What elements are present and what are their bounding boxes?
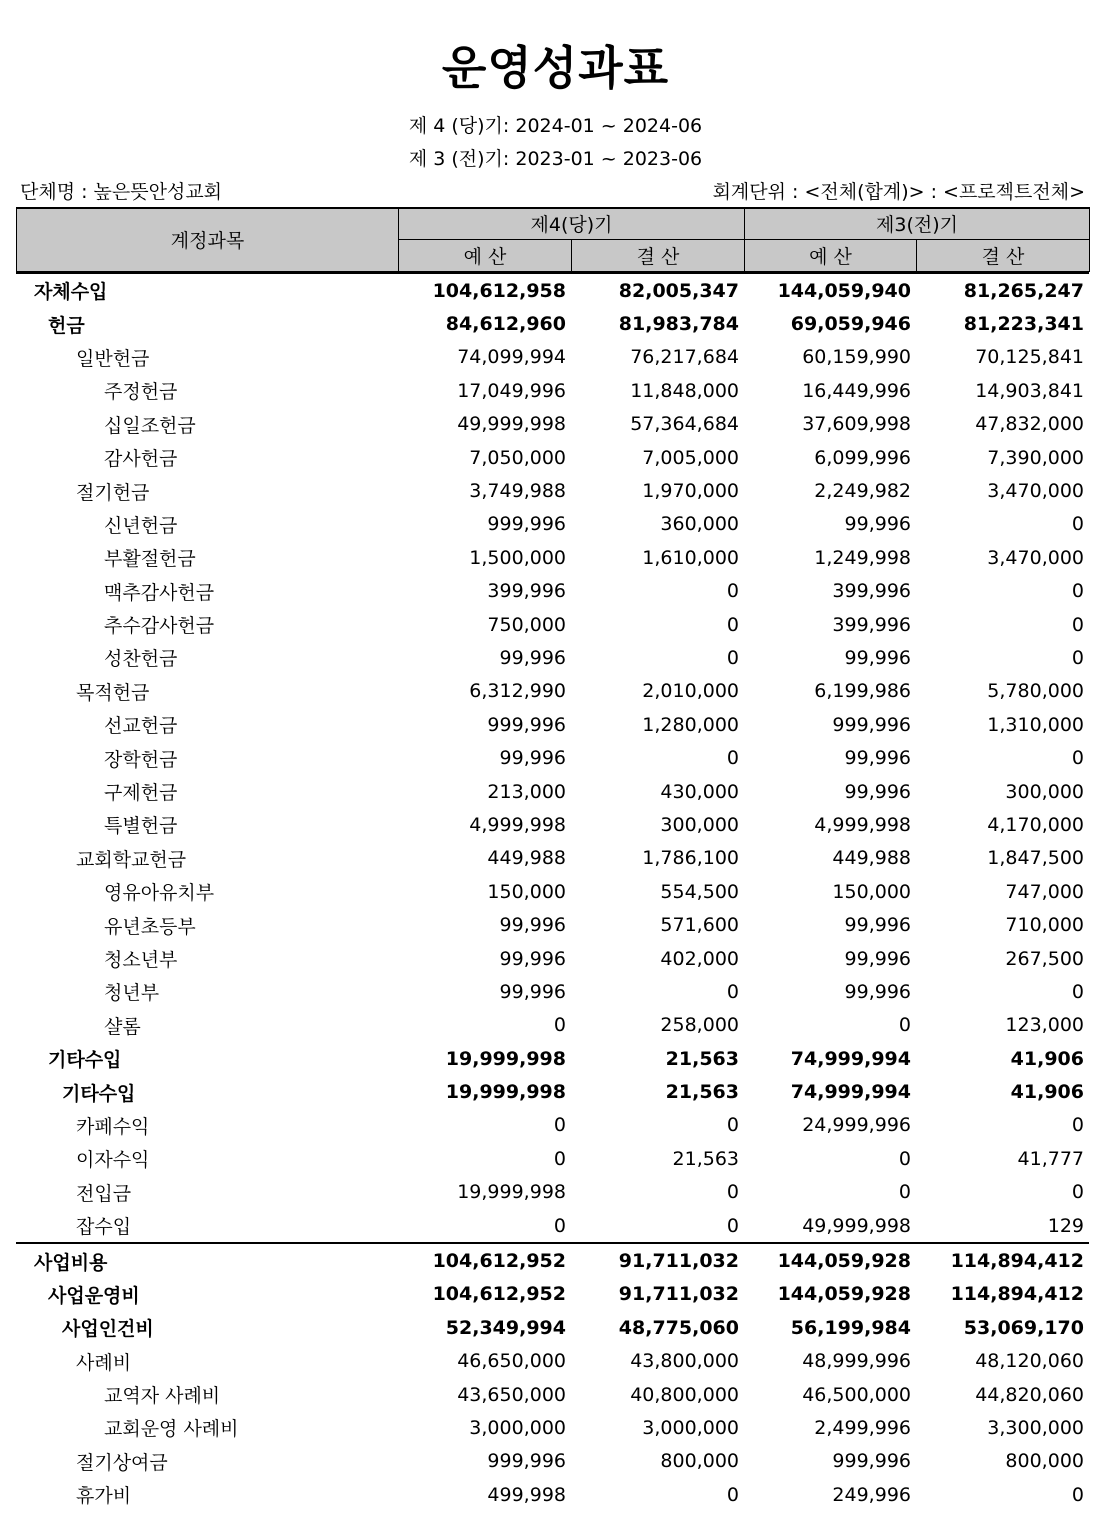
previous-budget-value: 249,996 xyxy=(832,1483,911,1506)
account-name: 이자수익 xyxy=(76,1149,150,1172)
previous-budget-value: 74,999,994 xyxy=(790,1081,911,1104)
current-settlement-value: 81,983,784 xyxy=(618,313,739,336)
current-budget-value: 19,999,998 xyxy=(445,1081,566,1104)
current-budget-value: 6,312,990 xyxy=(469,680,566,703)
current-settlement-value: 0 xyxy=(726,1181,739,1204)
current-budget-value: 3,000,000 xyxy=(469,1416,566,1439)
current-budget-value: 99,996 xyxy=(499,980,566,1003)
previous-budget-value: 46,500,000 xyxy=(802,1383,911,1406)
current-budget-value: 43,650,000 xyxy=(457,1383,566,1406)
page-title: 운영성과표 xyxy=(441,41,670,95)
table-row xyxy=(16,1009,1089,1042)
table-row xyxy=(16,775,1089,808)
account-name: 선교헌금 xyxy=(104,715,178,738)
account-name: 교회운영 사례비 xyxy=(104,1418,239,1441)
previous-budget-value: 99,996 xyxy=(844,914,911,937)
table-row xyxy=(16,942,1089,975)
current-budget-value: 104,612,952 xyxy=(432,1283,566,1306)
previous-settlement-value: 0 xyxy=(1071,613,1084,636)
account-name: 사업비용 xyxy=(16,1243,398,1277)
previous-budget-value: 144,059,928 xyxy=(777,1283,911,1306)
previous-budget-value: 449,988 xyxy=(832,847,911,870)
previous-budget-value: 99,996 xyxy=(844,513,911,536)
current-budget-value: 3,749,988 xyxy=(469,480,566,503)
previous-settlement-value: 1,847,500 xyxy=(987,847,1084,870)
account-name: 자체수입 xyxy=(34,281,108,304)
header-current-period: 제4(당)기 xyxy=(399,208,745,240)
previous-settlement-value: 123,000 xyxy=(1005,1014,1084,1037)
account-name: 청소년부 xyxy=(104,949,178,971)
table-row xyxy=(16,408,1089,441)
account-table xyxy=(16,274,1089,1511)
previous-settlement-value: 0 xyxy=(1071,513,1084,536)
current-budget-value: 150,000 xyxy=(487,880,566,903)
current-settlement-value: 0 xyxy=(726,980,739,1003)
previous-settlement-value: 0 xyxy=(1071,646,1084,669)
table-row xyxy=(16,1176,1089,1209)
previous-settlement-value: 0 xyxy=(1071,980,1084,1003)
account-name: 성찬헌금 xyxy=(104,648,178,671)
previous-settlement-value: 3,470,000 xyxy=(987,480,1084,503)
current-budget-value: 99,996 xyxy=(499,947,566,970)
previous-budget-value: 2,499,996 xyxy=(814,1416,911,1439)
current-budget-value: 99,996 xyxy=(499,646,566,669)
previous-settlement-value: 129 xyxy=(1047,1214,1084,1237)
current-settlement-value: 1,786,100 xyxy=(642,847,739,870)
previous-settlement-value: 7,390,000 xyxy=(987,446,1084,469)
previous-budget-value: 6,099,996 xyxy=(814,446,911,469)
account-name: 특별헌금 xyxy=(104,815,178,838)
previous-settlement-value: 114,894,412 xyxy=(916,1243,1089,1277)
current-budget-value: 0 xyxy=(553,1114,566,1137)
organization-label: 단체명 : 높은뜻안성교회 xyxy=(20,181,223,203)
previous-settlement-value: 14,903,841 xyxy=(975,379,1084,402)
current-settlement-value: 21,563 xyxy=(672,1147,739,1170)
previous-budget-value: 99,996 xyxy=(844,947,911,970)
account-name: 카페수익 xyxy=(76,1115,150,1138)
current-settlement-value: 40,800,000 xyxy=(630,1383,739,1406)
current-budget-value: 999,996 xyxy=(487,1450,566,1473)
previous-settlement-value: 114,894,412 xyxy=(950,1283,1084,1306)
account-name: 장학헌금 xyxy=(104,748,178,771)
account-name: 절기상여금 xyxy=(76,1451,168,1474)
account-name: 사업운영비 xyxy=(48,1284,140,1307)
current-settlement-value: 57,364,684 xyxy=(630,413,739,436)
previous-budget-value: 99,996 xyxy=(844,646,911,669)
previous-budget-value: 49,999,998 xyxy=(802,1214,911,1237)
current-budget-value: 46,650,000 xyxy=(457,1350,566,1373)
previous-settlement-value: 41,906 xyxy=(1010,1081,1084,1104)
previous-budget-value: 24,999,996 xyxy=(802,1114,911,1137)
table-row xyxy=(16,1311,1089,1344)
previous-budget-value: 0 xyxy=(898,1014,911,1037)
previous-budget-value: 16,449,996 xyxy=(802,379,911,402)
current-settlement-value: 430,000 xyxy=(660,780,739,803)
previous-settlement-value: 267,500 xyxy=(1005,947,1084,970)
current-budget-value: 52,349,994 xyxy=(445,1316,566,1339)
account-name: 기타수입 xyxy=(48,1049,122,1072)
table-row xyxy=(16,1075,1089,1108)
previous-settlement-value: 44,820,060 xyxy=(975,1383,1084,1406)
current-settlement-value: 402,000 xyxy=(660,947,739,970)
table-row xyxy=(16,708,1089,741)
previous-budget-value: 0 xyxy=(898,1181,911,1204)
current-budget-value: 99,996 xyxy=(499,914,566,937)
current-settlement-value: 800,000 xyxy=(660,1450,739,1473)
current-settlement-value: 1,970,000 xyxy=(642,480,739,503)
current-settlement-value: 1,610,000 xyxy=(642,546,739,569)
previous-budget-value: 99,996 xyxy=(844,780,911,803)
account-name: 유년초등부 xyxy=(104,915,196,938)
current-settlement-value: 91,711,032 xyxy=(571,1243,744,1277)
previous-settlement-value: 710,000 xyxy=(1005,914,1084,937)
current-budget-value: 0 xyxy=(553,1147,566,1170)
previous-period-label: 제 3 (전)기: 2023-01 ~ 2023-06 xyxy=(408,148,703,170)
previous-budget-value: 2,249,982 xyxy=(814,480,911,503)
current-settlement-value: 3,000,000 xyxy=(642,1416,739,1439)
current-budget-value: 19,999,998 xyxy=(457,1181,566,1204)
current-settlement-value: 21,563 xyxy=(665,1081,739,1104)
previous-settlement-value: 300,000 xyxy=(1005,780,1084,803)
previous-settlement-value: 41,777 xyxy=(1017,1147,1084,1170)
current-settlement-value: 7,005,000 xyxy=(642,446,739,469)
header-current-budget: 예 산 xyxy=(399,240,572,272)
current-budget-value: 84,612,960 xyxy=(445,313,566,336)
table-row xyxy=(16,608,1089,641)
previous-settlement-value: 53,069,170 xyxy=(963,1316,1084,1339)
current-settlement-value: 48,775,060 xyxy=(618,1316,739,1339)
previous-budget-value: 74,999,994 xyxy=(790,1047,911,1070)
previous-budget-value: 399,996 xyxy=(832,613,911,636)
account-name: 기타수입 xyxy=(62,1082,136,1105)
current-settlement-value: 1,280,000 xyxy=(642,713,739,736)
previous-settlement-value: 3,470,000 xyxy=(987,546,1084,569)
table-row xyxy=(16,1109,1089,1142)
current-budget-value: 104,612,958 xyxy=(432,279,566,302)
header-previous-budget: 예 산 xyxy=(745,240,917,272)
current-settlement-value: 0 xyxy=(726,1114,739,1137)
previous-budget-value: 999,996 xyxy=(832,1450,911,1473)
account-name: 헌금 xyxy=(48,314,85,337)
accounting-unit-label: 회계단위 : <전체(합계)> : <프로젝트전체> xyxy=(712,181,1085,203)
current-budget-value: 49,999,998 xyxy=(457,413,566,436)
table-row xyxy=(16,1411,1089,1444)
table-row xyxy=(16,441,1089,474)
previous-budget-value: 999,996 xyxy=(832,713,911,736)
previous-settlement-value: 81,223,341 xyxy=(963,313,1084,336)
account-name: 일반헌금 xyxy=(76,347,150,370)
current-settlement-value: 91,711,032 xyxy=(618,1283,739,1306)
previous-budget-value: 99,996 xyxy=(844,980,911,1003)
previous-settlement-value: 41,906 xyxy=(1010,1047,1084,1070)
current-settlement-value: 571,600 xyxy=(660,914,739,937)
previous-settlement-value: 47,832,000 xyxy=(975,413,1084,436)
current-budget-value: 399,996 xyxy=(487,580,566,603)
previous-settlement-value: 0 xyxy=(1071,580,1084,603)
account-name: 교역자 사례비 xyxy=(104,1385,221,1408)
previous-budget-value: 48,999,996 xyxy=(802,1350,911,1373)
table-row xyxy=(16,741,1089,774)
account-name: 구제헌금 xyxy=(104,782,178,805)
account-name: 맥추감사헌금 xyxy=(104,581,215,604)
previous-settlement-value: 5,780,000 xyxy=(987,680,1084,703)
previous-budget-value: 6,199,986 xyxy=(814,680,911,703)
table-row xyxy=(16,1478,1089,1511)
current-settlement-value: 0 xyxy=(726,580,739,603)
account-name: 교회학교헌금 xyxy=(76,848,187,871)
header-current-settlement: 결 산 xyxy=(572,240,745,272)
account-name: 샬롬 xyxy=(104,1015,141,1038)
previous-budget-value: 144,059,928 xyxy=(744,1243,916,1277)
table-row xyxy=(16,508,1089,541)
current-settlement-value: 76,217,684 xyxy=(630,346,739,369)
current-budget-value: 74,099,994 xyxy=(457,346,566,369)
table-row xyxy=(16,1445,1089,1478)
current-settlement-value: 21,563 xyxy=(665,1047,739,1070)
table-row xyxy=(16,675,1089,708)
current-budget-value: 99,996 xyxy=(499,747,566,770)
account-name: 추수감사헌금 xyxy=(104,615,215,638)
previous-settlement-value: 0 xyxy=(1071,1483,1084,1506)
current-budget-value: 17,049,996 xyxy=(457,379,566,402)
table-row xyxy=(16,341,1089,374)
previous-budget-value: 69,059,946 xyxy=(790,313,911,336)
current-settlement-value: 82,005,347 xyxy=(618,279,739,302)
current-settlement-value: 11,848,000 xyxy=(630,379,739,402)
current-settlement-value: 0 xyxy=(726,1214,739,1237)
table-row xyxy=(16,908,1089,941)
current-settlement-value: 2,010,000 xyxy=(642,680,739,703)
current-budget-value: 1,500,000 xyxy=(469,546,566,569)
current-settlement-value: 258,000 xyxy=(660,1014,739,1037)
table-row xyxy=(16,1042,1089,1075)
account-name: 목적헌금 xyxy=(76,681,150,704)
table-row xyxy=(16,1278,1089,1311)
header-top-rule xyxy=(16,207,1089,209)
current-settlement-value: 0 xyxy=(726,646,739,669)
table-row xyxy=(16,1142,1089,1175)
table-row xyxy=(16,1345,1089,1378)
previous-settlement-value: 3,300,000 xyxy=(987,1416,1084,1439)
current-budget-value: 104,612,952 xyxy=(398,1243,571,1277)
account-name: 잡수입 xyxy=(76,1216,132,1239)
table-row xyxy=(16,808,1089,841)
table-row xyxy=(16,875,1089,908)
previous-budget-value: 144,059,940 xyxy=(777,279,911,302)
previous-settlement-value: 70,125,841 xyxy=(975,346,1084,369)
table-row xyxy=(16,575,1089,608)
previous-settlement-value: 0 xyxy=(1071,1181,1084,1204)
previous-settlement-value: 747,000 xyxy=(1005,880,1084,903)
previous-budget-value: 37,609,998 xyxy=(802,413,911,436)
current-period-label: 제 4 (당)기: 2024-01 ~ 2024-06 xyxy=(408,115,703,137)
previous-settlement-value: 0 xyxy=(1071,747,1084,770)
table-row xyxy=(16,1243,1089,1277)
header-previous-period: 제3(전)기 xyxy=(745,208,1090,240)
account-name: 부활절헌금 xyxy=(104,548,196,571)
current-budget-value: 999,996 xyxy=(487,713,566,736)
header-account: 계정과목 xyxy=(17,208,399,272)
table-row xyxy=(16,641,1089,674)
table-row xyxy=(16,975,1089,1008)
account-name: 감사헌금 xyxy=(104,448,178,471)
account-name: 영유아유치부 xyxy=(104,882,215,905)
account-name: 청년부 xyxy=(104,982,160,1005)
current-budget-value: 0 xyxy=(553,1014,566,1037)
table-row xyxy=(16,842,1089,875)
current-budget-value: 19,999,998 xyxy=(445,1047,566,1070)
account-name: 절기헌금 xyxy=(76,481,150,504)
current-budget-value: 0 xyxy=(553,1214,566,1237)
previous-settlement-value: 4,170,000 xyxy=(987,813,1084,836)
current-budget-value: 213,000 xyxy=(487,780,566,803)
previous-budget-value: 4,999,998 xyxy=(814,813,911,836)
table-row xyxy=(16,307,1089,340)
table-row xyxy=(16,274,1089,307)
current-settlement-value: 0 xyxy=(726,1483,739,1506)
table-header xyxy=(16,207,1090,272)
table-row xyxy=(16,1209,1089,1243)
account-name: 주정헌금 xyxy=(104,381,178,404)
table-row xyxy=(16,474,1089,507)
previous-settlement-value: 1,310,000 xyxy=(987,713,1084,736)
previous-settlement-value: 800,000 xyxy=(1005,1450,1084,1473)
header-previous-settlement: 결 산 xyxy=(917,240,1090,272)
previous-budget-value: 0 xyxy=(898,1147,911,1170)
current-budget-value: 449,988 xyxy=(487,847,566,870)
table-row xyxy=(16,1378,1089,1411)
current-budget-value: 499,998 xyxy=(487,1483,566,1506)
current-settlement-value: 554,500 xyxy=(660,880,739,903)
previous-settlement-value: 48,120,060 xyxy=(975,1350,1084,1373)
current-settlement-value: 0 xyxy=(726,613,739,636)
current-budget-value: 999,996 xyxy=(487,513,566,536)
table-row xyxy=(16,541,1089,574)
current-budget-value: 7,050,000 xyxy=(469,446,566,469)
previous-settlement-value: 81,265,247 xyxy=(963,279,1084,302)
previous-budget-value: 150,000 xyxy=(832,880,911,903)
previous-budget-value: 1,249,998 xyxy=(814,546,911,569)
account-name: 사업인건비 xyxy=(62,1318,154,1341)
account-name: 전입금 xyxy=(76,1182,132,1205)
account-name: 신년헌금 xyxy=(104,514,178,537)
previous-budget-value: 399,996 xyxy=(832,580,911,603)
previous-settlement-value: 0 xyxy=(1071,1114,1084,1137)
current-settlement-value: 43,800,000 xyxy=(630,1350,739,1373)
previous-budget-value: 60,159,990 xyxy=(802,346,911,369)
previous-budget-value: 99,996 xyxy=(844,747,911,770)
previous-budget-value: 56,199,984 xyxy=(790,1316,911,1339)
current-settlement-value: 0 xyxy=(726,747,739,770)
account-name: 휴가비 xyxy=(76,1485,132,1508)
account-name: 십일조헌금 xyxy=(104,414,196,437)
account-name: 사례비 xyxy=(76,1351,132,1374)
current-settlement-value: 360,000 xyxy=(660,513,739,536)
current-settlement-value: 300,000 xyxy=(660,813,739,836)
current-budget-value: 750,000 xyxy=(487,613,566,636)
table-row xyxy=(16,374,1089,407)
current-budget-value: 4,999,998 xyxy=(469,813,566,836)
